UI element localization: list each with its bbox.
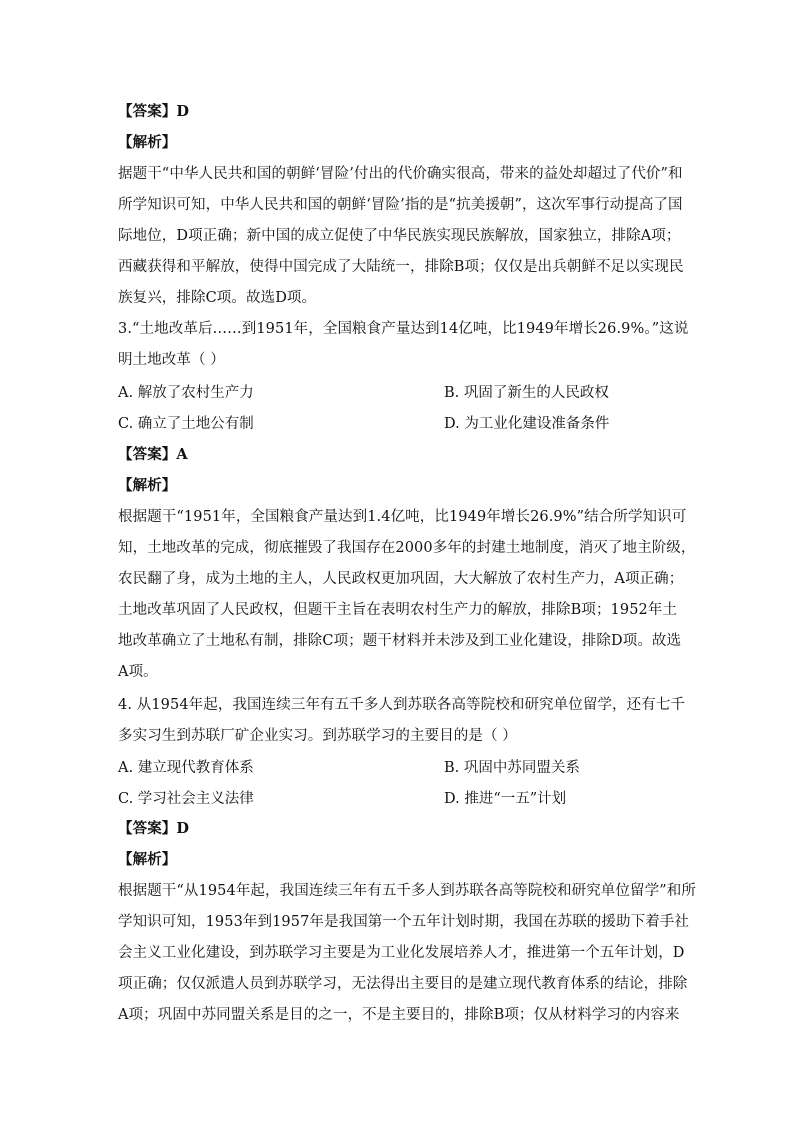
option-a: A. 解放了农村生产力 bbox=[118, 385, 254, 401]
question-stem: 多实习生到苏联厂矿企业实习。到苏联学习的主要目的是（ ） bbox=[118, 728, 517, 744]
option-c: C. 确立了土地公有制 bbox=[118, 416, 254, 432]
analysis-line: 西藏获得和平解放，使得中国完成了大陆统一，排除B项；仅仅是出兵朝鲜不足以实现民 bbox=[118, 259, 684, 275]
analysis-line: A项；巩固中苏同盟关系是目的之一，不是主要目的，排除B项；仅从材料学习的内容来 bbox=[118, 1007, 680, 1023]
option-a: A. 建立现代教育体系 bbox=[118, 760, 254, 776]
analysis-label: 【解析】 bbox=[118, 851, 177, 868]
option-d: D. 推进“一五”计划 bbox=[444, 791, 567, 807]
option-b: B. 巩固中苏同盟关系 bbox=[444, 760, 580, 776]
analysis-line: 土地改革巩固了人民政权，但题干主旨在表明农村生产力的解放，排除B项；1952年土 bbox=[118, 602, 678, 618]
question-stem: 3.“土地改革后……到1951年，全国粮食产量达到14亿吨，比1949年增长26.9%。”这说 bbox=[118, 321, 689, 337]
analysis-line: 所学知识可知，中华人民共和国的朝鲜‘冒险’指的是“抗美援朝”，这次军事行动提高了国 bbox=[118, 197, 683, 213]
analysis-line: 会主义工业化建设，到苏联学习主要是为工业化发展培养人才，推进第一个五年计划，D bbox=[118, 945, 685, 961]
analysis-line: 农民翻了身，成为土地的主人，人民政权更加巩固，大大解放了农村生产力，A项正确； bbox=[118, 571, 684, 587]
analysis-line: 项正确；仅仅派遣人员到苏联学习，无法得出主要目的是建立现代教育体系的结论，排除 bbox=[118, 976, 688, 992]
option-c: C. 学习社会主义法律 bbox=[118, 791, 254, 807]
analysis-line: 学知识可知，1953年到1957年是我国第一个五年计划时期，我国在苏联的援助下着手社 bbox=[118, 914, 689, 930]
analysis-line: 族复兴，排除C项。故选D项。 bbox=[118, 290, 317, 306]
analysis-line: 知，土地改革的完成，彻底摧毁了我国存在2000多年的封建土地制度，消灭了地主阶级， bbox=[118, 540, 696, 556]
analysis-line: 地改革确立了土地私有制，排除C项；题干材料并未涉及到工业化建设，排除D项。故选 bbox=[118, 633, 682, 649]
answer-label: 【答案】D bbox=[118, 103, 190, 120]
analysis-line: A项。 bbox=[118, 664, 158, 680]
analysis-label: 【解析】 bbox=[118, 477, 177, 494]
question-stem: 明土地改革（ ） bbox=[118, 352, 225, 368]
answer-label: 【答案】A bbox=[118, 446, 188, 463]
option-d: D. 为工业化建设准备条件 bbox=[444, 416, 610, 432]
analysis-line: 际地位，D项正确；新中国的成立促使了中华民族实现民族解放，国家独立，排除A项； bbox=[118, 228, 681, 244]
answer-label: 【答案】D bbox=[118, 820, 190, 837]
option-b: B. 巩固了新生的人民政权 bbox=[444, 385, 609, 401]
analysis-label: 【解析】 bbox=[118, 134, 177, 151]
question-stem: 4. 从1954年起，我国连续三年有五千多人到苏联各高等院校和研究单位留学，还有七千 bbox=[118, 697, 686, 713]
analysis-line: 根据题干“从1954年起，我国连续三年有五千多人到苏联各高等院校和研究单位留学”和所 bbox=[118, 883, 696, 899]
analysis-line: 根据题干“1951年，全国粮食产量达到1.4亿吨，比1949年增长26.9%”结合所学知识可 bbox=[118, 509, 687, 525]
analysis-line: 据题干“中华人民共和国的朝鲜‘冒险’付出的代价确实很高，带来的益处却超过了代价”和 bbox=[118, 166, 683, 182]
